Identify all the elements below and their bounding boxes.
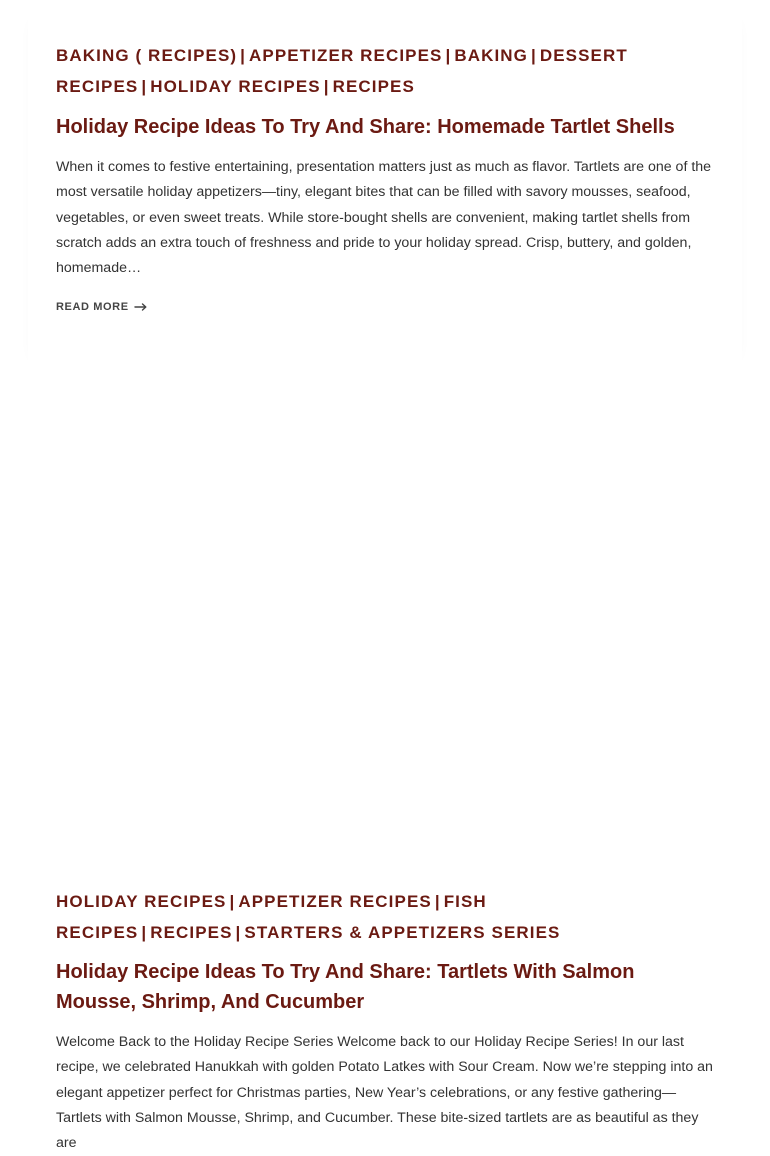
category-separator: | [323, 76, 330, 96]
category-link[interactable]: BAKING [454, 46, 528, 65]
category-link[interactable]: RECIPES [332, 76, 415, 96]
category-separator: | [229, 892, 236, 911]
category-separator: | [531, 46, 537, 65]
post-categories [56, 41, 706, 102]
arrow-right-icon [135, 303, 147, 311]
post-categories [56, 887, 706, 948]
category-separator: | [235, 922, 242, 942]
category-link[interactable]: BAKING ( RECIPES) [56, 46, 238, 65]
category-link[interactable]: STARTERS & APPETIZERS SERIES [244, 922, 561, 942]
read-more-link[interactable] [56, 301, 147, 313]
post-excerpt: Welcome Back to the Holiday Recipe Series Welcome back to our Holiday Recipe Series! In our last recipe, we celebrated Hanukkah with golden Potato Latkes with Sour Cream. Now we’re stepping into an elegant appetizer perfect for Christmas parties, New Year’s celebrations, or any festive gathering—Tartlets with Salmon Mousse, Shrimp, and Cucumber. These bite-sized tartlets are as beautiful as they are [56, 1034, 713, 1152]
post-card-tartlet-shells [28, 0, 742, 352]
category-separator: | [141, 76, 148, 96]
category-separator: | [240, 46, 247, 65]
category-separator: | [434, 892, 441, 911]
category-link[interactable]: RECIPES [150, 922, 233, 942]
category-separator: | [445, 46, 452, 65]
post-excerpt: When it comes to festive entertaining, presentation matters just as much as flavor. Tartlets are one of the most versatile holiday appetizers—tiny, elegant bites that can be filled with savory mousses, seafood, vegetables, or even sweet treats. While store-bought shells are convenient, making tartlet shells from scratch adds an extra touch of freshness and pride to your holiday spread. Crisp, buttery, and golden, homemade… [56, 159, 712, 277]
read-more-label: READ MORE [56, 301, 129, 313]
post-title[interactable]: Holiday Recipe Ideas To Try And Share: Tartlets With Salmon Mousse, Shrimp, And Cucumber [56, 961, 635, 1013]
category-link[interactable]: APPETIZER RECIPES [249, 46, 443, 65]
post-featured-image[interactable] [28, 352, 742, 852]
category-link[interactable]: DESSERT RECIPES [56, 46, 628, 96]
category-link[interactable]: HOLIDAY RECIPES [150, 76, 321, 96]
category-link[interactable]: APPETIZER RECIPES [238, 892, 432, 911]
post-card-salmon-tartlets [28, 352, 742, 1152]
category-link[interactable]: FISH RECIPES [56, 892, 487, 942]
category-separator: | [141, 922, 148, 942]
category-link[interactable]: HOLIDAY RECIPES [56, 892, 227, 911]
post-title[interactable]: Holiday Recipe Ideas To Try And Share: Homemade Tartlet Shells [56, 116, 675, 138]
